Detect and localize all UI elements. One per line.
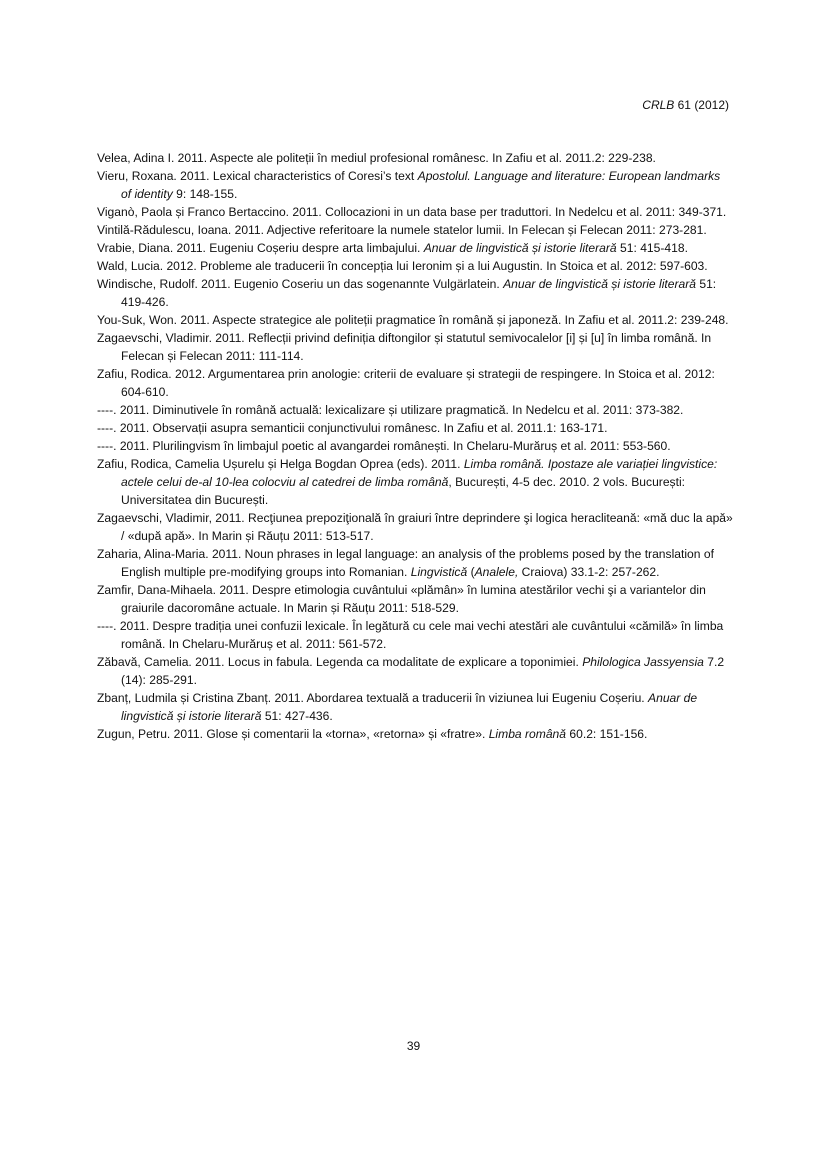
bibliography-entry: [97, 401, 733, 419]
bibliography-entry: [97, 617, 733, 653]
entry-text: Zugun, Petru. 2011. Glose și comentarii la «torna», «retorna» și «fratre».: [97, 727, 489, 741]
entry-text: Zamfir, Dana-Mihaela. 2011. Despre etimologia cuvântului «plămân» în lumina atestărilor vechi şi a variantelor din graiurile dacoromâne actuale. In Marin și Răuțu 2011: 518-529.: [97, 583, 706, 615]
bibliography-entry: [97, 365, 733, 401]
entry-text: Vrabie, Diana. 2011. Eugeniu Coșeriu despre arta limbajului.: [97, 241, 424, 255]
entry-text: Zagaevschi, Vladimir. 2011. Reflecții privind definiția diftongilor și statutul semivocalelor [i] și [u] în limba română. In Felecan și Felecan 2011: 111-114.: [97, 331, 712, 363]
entry-text: Zaharia, Alina-Maria. 2011. Noun phrases in legal language: an analysis of the problems posed by the translation of English multiple pre-modifying groups into Romanian.: [97, 547, 714, 579]
entry-title-italic: Limba română: [488, 727, 567, 741]
bibliography-entry: [97, 221, 733, 239]
entry-text: Zăbavă, Camelia. 2011. Locus in fabula. Legenda ca modalitate de explicare a toponimiei.: [97, 655, 583, 669]
entry-text: Craiova) 33.1-2: 257-262.: [518, 565, 660, 579]
bibliography-entry: [97, 239, 733, 257]
entry-text: ----. 2011. Plurilingvism în limbajul poetic al avangardei românești. In Chelaru-Murăruș et al. 2011: 553-560.: [97, 439, 671, 453]
journal-issue: 61 (2012): [674, 98, 729, 112]
entry-title-italic: Lingvistică: [410, 565, 468, 579]
journal-title: CRLB: [642, 98, 675, 112]
bibliography-entry: [97, 581, 733, 617]
entry-text: Zafiu, Rodica, Camelia Ușurelu și Helga Bogdan Oprea (eds). 2011.: [97, 457, 464, 471]
entry-text: ----. 2011. Observații asupra semanticii conjunctivului românesc. In Zafiu et al. 2011.1: 163-171.: [97, 421, 608, 435]
entry-text: Vintilă-Rădulescu, Ioana. 2011. Adjective referitoare la numele statelor lumii. In Felecan și Felecan 2011: 273-281.: [97, 223, 707, 237]
bibliography-entry: [97, 311, 733, 329]
bibliography-entry: [97, 419, 733, 437]
bibliography-entry: [97, 275, 733, 311]
entry-text: Windische, Rudolf. 2011. Eugenio Coseriu un das sogenannte Vulgärlatein.: [97, 277, 504, 291]
bibliography-entry: [97, 653, 733, 689]
bibliography-entry: [97, 725, 733, 743]
entry-text: 51: 419-426.: [121, 277, 717, 309]
bibliography-entry: [97, 545, 733, 581]
entry-text: (: [467, 565, 475, 579]
bibliography-entry: [97, 509, 733, 545]
bibliography-entry: [97, 167, 733, 203]
entry-text: Vieru, Roxana. 2011. Lexical characteristics of Coresi’s text: [97, 169, 418, 183]
entry-text: ----. 2011. Diminutivele în română actuală: lexicalizare și utilizare pragmatică. In Nedelcu et al. 2011: 373-382.: [97, 403, 684, 417]
running-header: [642, 97, 729, 113]
entry-title-italic: Anuar de lingvistică și istorie literară: [503, 277, 696, 291]
entry-text: 51: 427-436.: [261, 709, 333, 723]
entry-title-italic: Analele,: [474, 565, 519, 579]
page-number: 39: [406, 1039, 421, 1053]
bibliography-entry: [97, 257, 733, 275]
entry-text: , București, 4-5 dec. 2010. 2 vols. București: Universitatea din București.: [121, 475, 686, 507]
entry-text: Velea, Adina I. 2011. Aspecte ale politeții în mediul profesional românesc. In Zafiu et al. 2011.2: 229-238.: [97, 151, 656, 165]
entry-text: Wald, Lucia. 2012. Probleme ale traducerii în concepția lui Ieronim și a lui Augustin. In Stoica et al. 2012: 597-603.: [97, 259, 708, 273]
entry-title-italic: Apostolul. Language and literature: European landmarks of identity: [121, 169, 721, 201]
entry-text: You-Suk, Won. 2011. Aspecte strategice ale politeții pragmatice în română și japoneză. In Zafiu et al. 2011.2: 239-248.: [97, 313, 729, 327]
bibliography-list: [97, 149, 733, 743]
bibliography-entry: [97, 149, 733, 167]
bibliography-entry: [97, 329, 733, 365]
entry-text: ----. 2011. Despre tradiția unei confuzii lexicale. În legătură cu cele mai vechi atestări ale cuvântului «cămilă» în limba română. In Chelaru-Murăruș et al. 2011: 561-572.: [97, 619, 724, 651]
bibliography-entry: [97, 689, 733, 725]
entry-title-italic: Anuar de lingvistică și istorie literară: [423, 241, 617, 255]
entry-text: Viganò, Paola și Franco Bertaccino. 2011. Collocazioni in un data base per traduttori. In Nedelcu et al. 2011: 349-371.: [97, 205, 727, 219]
entry-title-italic: Anuar de lingvistică și istorie literară: [121, 691, 698, 723]
entry-title-italic: Philologica Jassyensia: [582, 655, 704, 669]
bibliography-entry: [97, 203, 733, 221]
entry-text: 51: 415-418.: [616, 241, 688, 255]
entry-text: Zbanț, Ludmila și Cristina Zbanț. 2011. Abordarea textuală a traducerii în viziunea lui Eugeniu Coșeriu.: [97, 691, 649, 705]
bibliography-entry: [97, 437, 733, 455]
entry-text: Zagaevschi, Vladimir, 2011. Recţiunea prepoziţională în graiuri între deprindere şi logica heracliteană: «mă duc la apă» / «după apă». In Marin și Răuțu 2011: 513-517.: [97, 511, 733, 543]
bibliography-entry: [97, 455, 733, 509]
entry-text: 7.2 (14): 285-291.: [121, 655, 725, 687]
entry-text: 9: 148-155.: [172, 187, 238, 201]
entry-title-italic: Limba română. Ipostaze ale variației lingvistice: actele celui de-al 10-lea colocviu al catedrei de limba română: [121, 457, 718, 489]
entry-text: 60.2: 151-156.: [566, 727, 648, 741]
entry-text: Zafiu, Rodica. 2012. Argumentarea prin anologie: criterii de evaluare și strategii de respingere. In Stoica et al. 2012: 604-610.: [97, 367, 715, 399]
